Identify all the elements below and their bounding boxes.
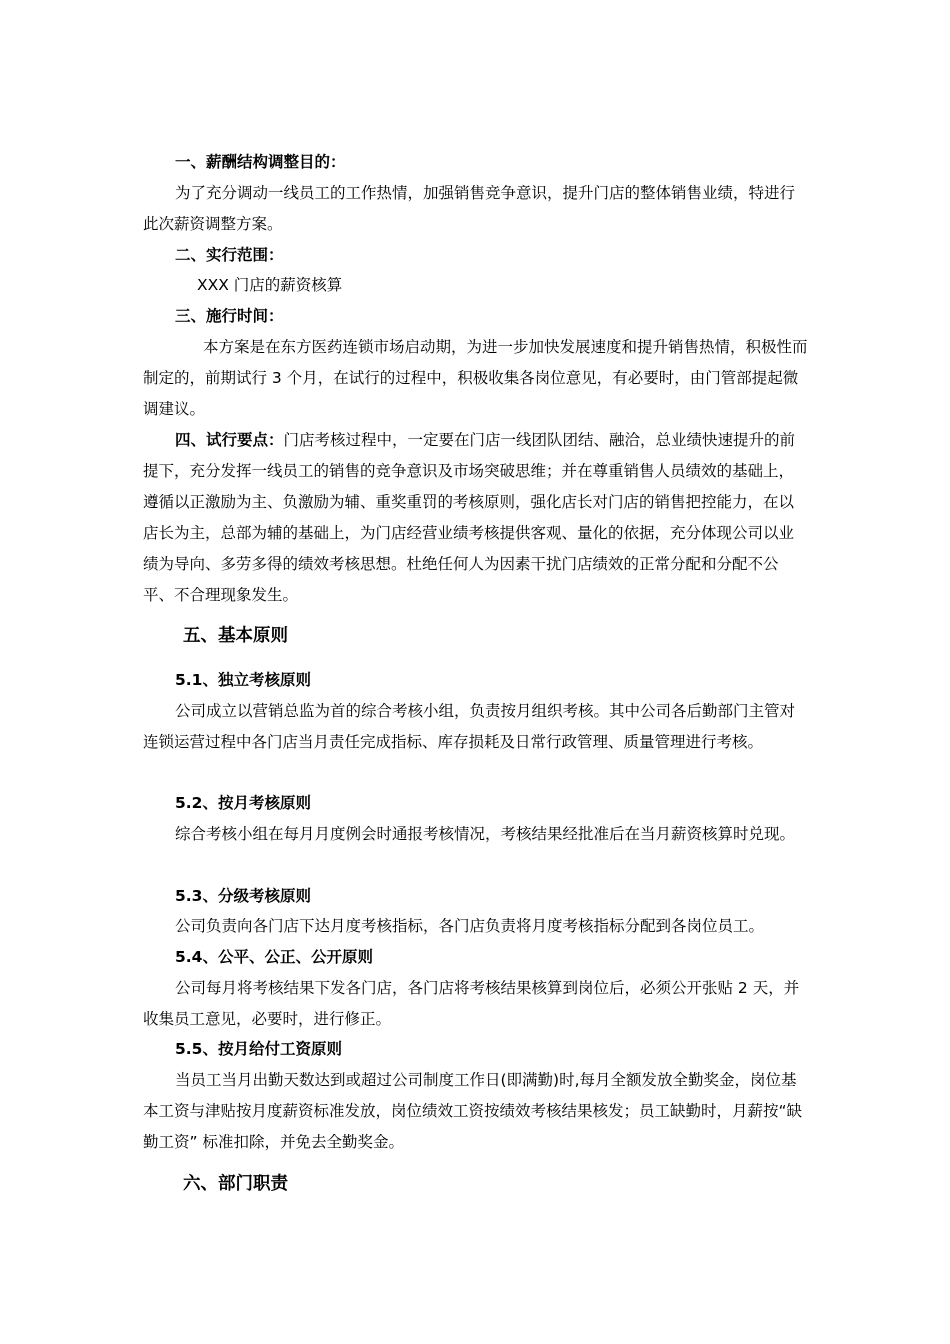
item-5-4-body: 公司每月将考核结果下发各门店，各门店将考核结果核算到岗位后，必须公开张贴 2 天，并收集员工意见，必要时，进行修正。 xyxy=(143,979,800,1028)
item-5-2-title: 5.2、按月考核原则 xyxy=(175,794,311,812)
item-5-1-title: 5.1、独立考核原则 xyxy=(175,671,311,689)
section-4 xyxy=(143,425,808,611)
section-6-heading: 六、部门职责 xyxy=(183,1174,288,1194)
item-5-5-title: 5.5、按月给付工资原则 xyxy=(175,1040,342,1058)
section-1-body: 为了充分调动一线员工的工作热情，加强销售竞争意识，提升门店的整体销售业绩，特进行此次薪资调整方案。 xyxy=(143,184,796,233)
section-4-heading: 四、试行要点： xyxy=(175,431,284,449)
section-2-body: XXX 门店的薪资核算 xyxy=(197,276,343,294)
item-5-3-title: 5.3、分级考核原则 xyxy=(175,887,311,905)
section-1-heading: 一、薪酬结构调整目的： xyxy=(175,153,346,171)
section-2-heading: 二、实行范围： xyxy=(175,246,284,264)
item-5-4-title: 5.4、公平、公正、公开原则 xyxy=(175,948,373,966)
item-5-2-body: 综合考核小组在每月月度例会时通报考核情况，考核结果经批准后在当月薪资核算时兑现。 xyxy=(175,825,796,843)
section-3-body: 本方案是在东方医药连锁市场启动期，为进一步加快发展速度和提升销售热情，积极性而制定的，前期试行 3 个月，在试行的过程中，积极收集各岗位意见，有必要时，由门管部提起微调建议。 xyxy=(143,338,808,418)
section-5-heading: 五、基本原则 xyxy=(183,626,288,646)
section-4-body: 门店考核过程中，一定要在门店一线团队团结、融洽，总业绩快速提升的前提下，充分发挥一线员工的销售的竞争意识及市场突破思维；并在尊重销售人员绩效的基础上，遵循以正激励为主、负激励为辅、重奖重罚的考核原则，强化店长对门店的销售把控能力，在以店长为主，总部为辅的基础上，为门店经营业绩考核提供客观、量化的依据，充分体现公司以业绩为导向、多劳多得的绩效考核思想。杜绝任何人为因素干扰门店绩效的正常分配和分配不公平、不合理现象发生。 xyxy=(143,431,796,604)
item-5-1-body: 公司成立以营销总监为首的综合考核小组，负责按月组织考核。其中公司各后勤部门主管对连锁运营过程中各门店当月责任完成指标、库存损耗及日常行政管理、质量管理进行考核。 xyxy=(143,702,796,751)
section-3-heading: 三、施行时间： xyxy=(175,307,284,325)
item-5-5-body: 当员工当月出勤天数达到或超过公司制度工作日(即满勤)时,每月全额发放全勤奖金，岗位基本工资与津贴按月度薪资标准发放，岗位绩效工资按绩效考核结果核发；员工缺勤时，月薪按“缺勤工资” 标准扣除，并免去全勤奖金。 xyxy=(143,1071,803,1151)
item-5-3-body: 公司负责向各门店下达月度考核指标，各门店负责将月度考核指标分配到各岗位员工。 xyxy=(175,917,765,935)
